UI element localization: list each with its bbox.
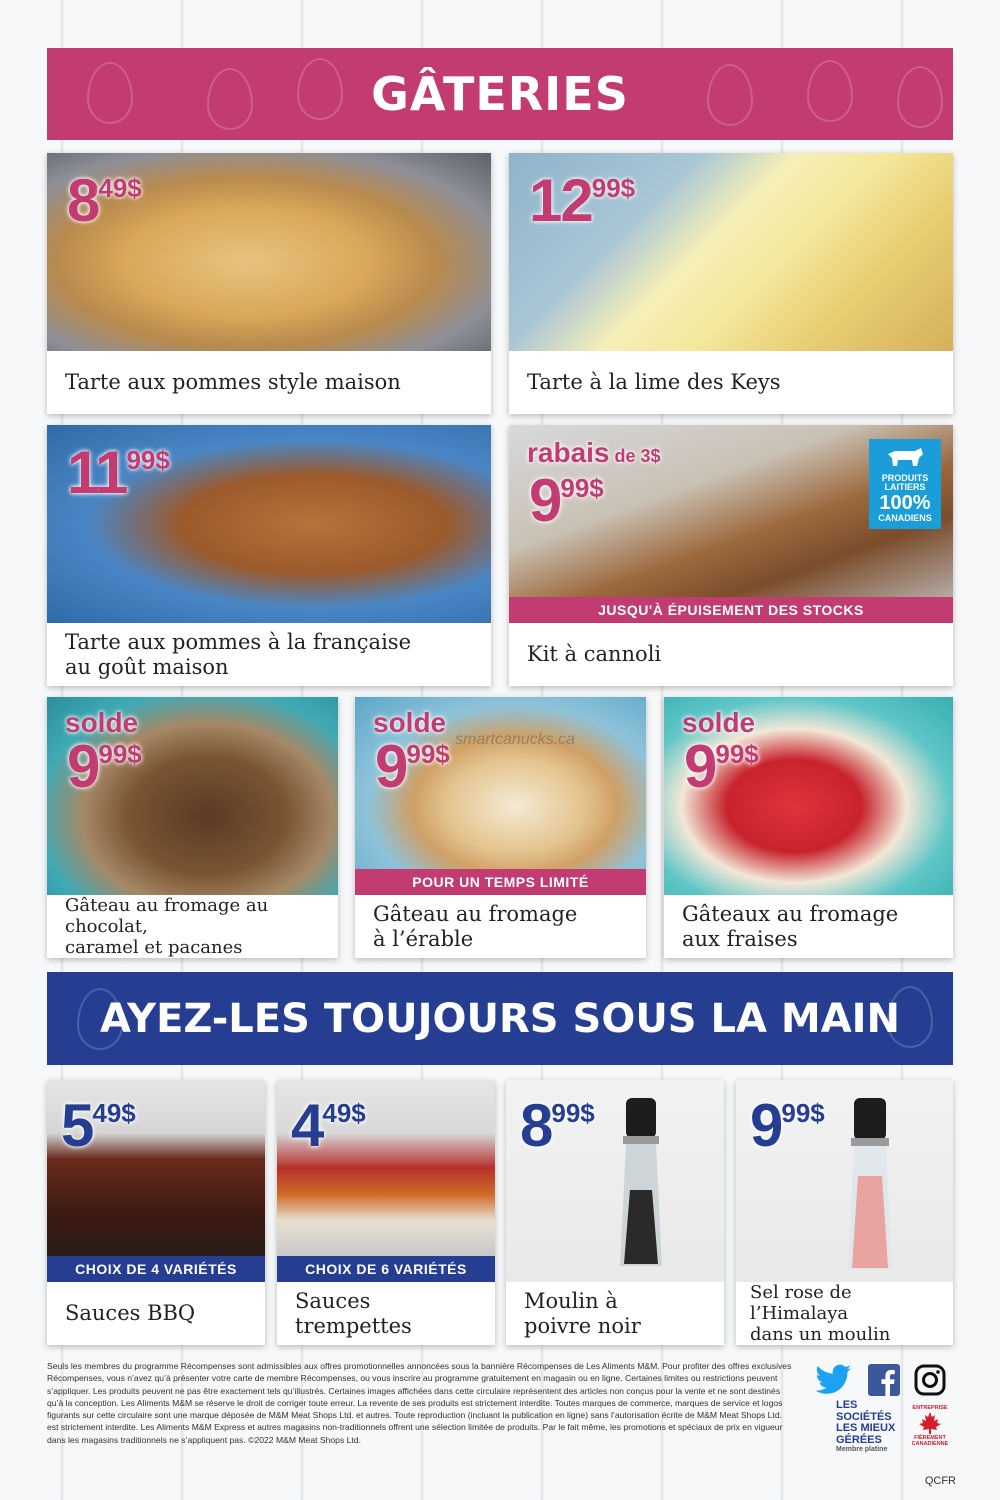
apple-pie-price	[67, 167, 142, 234]
straw-cheesecake-name	[664, 895, 953, 958]
egg-pattern-icon	[87, 62, 133, 124]
egg-pattern-icon	[297, 58, 343, 120]
product-card-choc-cheesecake[interactable]	[47, 697, 338, 958]
egg-pattern-icon	[207, 68, 253, 130]
treats-banner	[47, 48, 953, 140]
price-cents: 99$	[715, 739, 759, 769]
promo-amount: 3$	[640, 446, 661, 466]
price-cents: 99$	[98, 739, 142, 769]
price-cents: 49$	[92, 1098, 136, 1128]
price-cents: 99$	[781, 1098, 825, 1128]
badge-line1: PRODUITS LAITIERS	[881, 472, 929, 493]
name-line2: au goût maison	[65, 654, 229, 679]
product-card-straw-cheesecake[interactable]	[664, 697, 953, 958]
price-dollars: 9	[375, 733, 407, 800]
cannoli-price	[529, 467, 604, 534]
price-cents: 99$	[406, 739, 450, 769]
name-line2: dans un moulin	[750, 1324, 891, 1345]
price-dollars: 4	[291, 1092, 323, 1159]
french-apple-price	[67, 439, 170, 506]
key-lime-name: Tarte à la lime des Keys	[509, 351, 953, 414]
legal-disclaimer: Seuls les membres du programme Récompenses sont admissibles aux offres promotionnelles annoncées sous la bannière Récompenses de Les Aliments M&M. Pour profiter des offres exclusives Récompenses, vous n’avez qu’à présenter votre carte de membre Récompenses, ou vous inscrire au programme gratuitement en magasin ou en ligne. Certaines limites ou restrictions peuvent s’appliquer. Les produits peuvent ne pas être exactement tels qu’illustrés. Certaines images affichées dans cette circulaire représentent des articles non conçus pour la vente et ne sont destinés qu’à la conception. Les Aliments M&M se réserve le droit de corriger toute erreur. La revente de ses produits est strictement interdite. Toutes marques de commerce, marques de service et logos figurants sur cette circulaire sont une marque déposée de M&M Meat Shops Ltd. et autres. Toute reproduction (incluant la publication en ligne) sans l’autorisation écrite de M&M Meat Shops Ltd. est strictement interdite. Les Aliments M&M Express et autres magasins non-traditionnels offrent une sélection limitée de produits. Par le fait même, les promotions et spéciaux de prix en vigueur dans les magasins traditionnels ne s’appliquent pas. ©2022 M&M Meat Shops Ltd.	[47, 1361, 792, 1445]
price-cents: 49$	[322, 1098, 366, 1128]
promo-word: rabais	[527, 437, 610, 468]
price-dollars: 5	[61, 1092, 93, 1159]
product-card-bbq[interactable]	[47, 1080, 265, 1345]
choc-cheesecake-name	[47, 895, 338, 958]
name-line2: trempettes	[295, 1313, 412, 1338]
french-apple-name	[47, 623, 491, 686]
dipping-name	[277, 1282, 495, 1345]
name-line2: aux fraises	[682, 926, 798, 951]
price-dollars: 8	[520, 1092, 552, 1159]
bbq-name: Sauces BBQ	[47, 1282, 265, 1345]
name-line1: Gâteau au fromage au chocolat,	[65, 894, 269, 937]
dipping-varieties-strip: CHOIX DE 6 VARIÉTÉS	[277, 1256, 495, 1282]
best-managed-line3: GÉRÉES	[836, 1433, 882, 1446]
dipping-price	[291, 1092, 366, 1159]
watermark: smartcanucks.ca	[455, 731, 576, 748]
promo-de: de	[614, 446, 636, 466]
salt-mill-price	[750, 1092, 825, 1159]
seal-line1: ENTREPRISE	[912, 1405, 948, 1411]
region-code: QCFR	[924, 1475, 956, 1487]
name-line2: poivre noir	[524, 1313, 641, 1338]
treats-title: GÂTERIES	[371, 67, 629, 121]
product-card-dipping[interactable]	[277, 1080, 495, 1345]
twitter-icon[interactable]	[812, 1362, 856, 1398]
canadian-dairy-badge	[869, 439, 941, 529]
product-card-apple-pie[interactable]	[47, 153, 491, 414]
price-dollars: 8	[67, 167, 99, 234]
salt-mill-name	[736, 1282, 953, 1345]
bbq-varieties-strip: CHOIX DE 4 VARIÉTÉS	[47, 1256, 265, 1282]
product-card-french-apple[interactable]	[47, 425, 491, 686]
canadian-seal	[902, 1398, 958, 1454]
pantry-title: AYEZ-LES TOUJOURS SOUS LA MAIN	[99, 995, 901, 1042]
maple-cheesecake-name	[355, 895, 646, 958]
price-dollars: 12	[529, 167, 592, 234]
name-line1: Sel rose de l’Himalaya	[750, 1281, 852, 1324]
name-line2: caramel et pacanes	[65, 937, 243, 958]
name-line1: Gâteau au fromage	[373, 901, 578, 926]
product-card-cannoli[interactable]	[509, 425, 953, 686]
maple-leaf-icon	[917, 1411, 943, 1435]
product-card-key-lime[interactable]	[509, 153, 953, 414]
cannoli-promo	[527, 439, 661, 467]
cow-icon	[885, 446, 925, 470]
straw-cheesecake-promo: solde	[682, 707, 756, 738]
cannoli-stock-strip: JUSQU'À ÉPUISEMENT DES STOCKS	[509, 597, 953, 623]
name-line1: Tarte aux pommes à la française	[65, 629, 411, 654]
facebook-icon[interactable]	[866, 1362, 902, 1398]
product-card-maple-cheesecake[interactable]	[355, 697, 646, 958]
best-managed-line2: LES MIEUX	[836, 1422, 896, 1435]
name-line1: Gâteaux au fromage	[682, 901, 899, 926]
egg-pattern-icon	[707, 64, 753, 126]
best-managed-line1: LES SOCIÉTÉS	[836, 1399, 892, 1423]
key-lime-price	[529, 167, 636, 234]
price-cents: 99$	[560, 473, 604, 503]
price-cents: 99$	[551, 1098, 595, 1128]
best-managed-logo	[818, 1400, 904, 1454]
maple-cheesecake-promo: solde	[373, 707, 447, 738]
pepper-mill-price	[520, 1092, 595, 1159]
name-line1: Moulin à	[524, 1288, 618, 1313]
price-dollars: 9	[529, 467, 561, 534]
seal-line2: FIÈREMENT CANADIENNE	[911, 1435, 949, 1447]
choc-cheesecake-promo: solde	[65, 707, 139, 738]
cannoli-name: Kit à cannoli	[509, 623, 953, 686]
egg-pattern-icon	[807, 60, 853, 122]
name-line2: à l’érable	[373, 926, 474, 951]
bbq-price	[61, 1092, 136, 1159]
price-dollars: 11	[67, 439, 127, 506]
instagram-icon[interactable]	[912, 1362, 948, 1398]
price-cents: 99$	[591, 173, 636, 203]
price-cents: 49$	[98, 173, 142, 203]
maple-cheesecake-price	[375, 733, 450, 800]
product-card-pepper-mill[interactable]	[506, 1080, 724, 1345]
badge-line2: CANADIENS	[878, 512, 932, 523]
pantry-banner	[47, 972, 953, 1065]
egg-pattern-icon	[897, 66, 943, 128]
product-card-salt-mill[interactable]	[736, 1080, 953, 1345]
best-managed-line4: Membre platine	[836, 1446, 888, 1454]
price-dollars: 9	[684, 733, 716, 800]
price-dollars: 9	[750, 1092, 782, 1159]
badge-pct: 100%	[879, 491, 931, 514]
maple-limited-strip: POUR UN TEMPS LIMITÉ	[355, 869, 646, 895]
straw-cheesecake-price	[684, 733, 759, 800]
price-cents: 99$	[126, 445, 170, 475]
apple-pie-name: Tarte aux pommes style maison	[47, 351, 491, 414]
pepper-mill-name	[506, 1282, 724, 1345]
choc-cheesecake-price	[67, 733, 142, 800]
price-dollars: 9	[67, 733, 99, 800]
name-line1: Sauces	[295, 1288, 371, 1313]
